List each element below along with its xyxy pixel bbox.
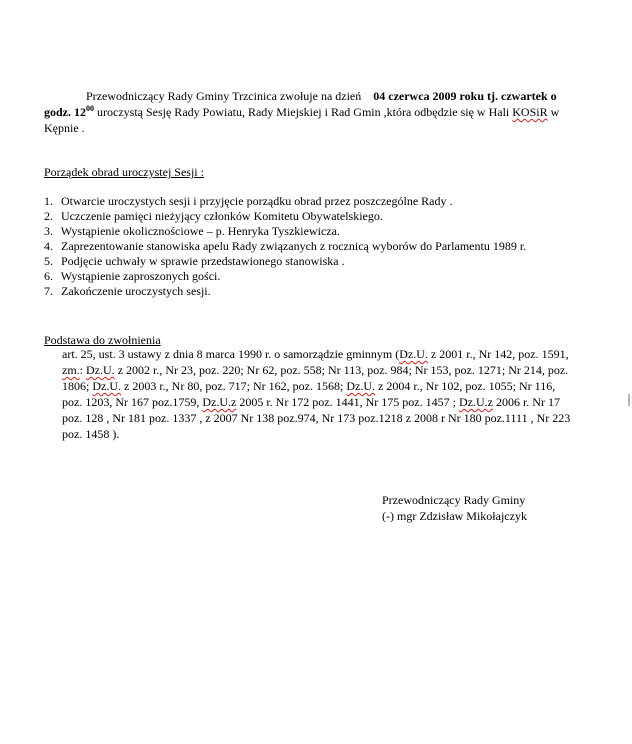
agenda-item: 3. Wystąpienie okolicznościowe – p. Henryka Tyszkiewicza.	[44, 224, 340, 238]
agenda-item: 5. Podjęcie uchwały w sprawie przedstawionego stanowiska .	[44, 254, 345, 268]
meeting-date: 04 czerwca 2009 roku tj.	[373, 89, 498, 103]
intro-text-a: uroczystą Sesję Rady Powiatu, Rady Miejskiej i Rad Gmin ,która odbędzie się w Hali	[94, 105, 513, 119]
page-edge-mark	[628, 394, 630, 406]
dzu-ref: Dz.U.	[92, 379, 122, 393]
agenda-item: 7. Zakończenie uroczystych sesji.	[44, 284, 211, 298]
intro-paragraph	[44, 88, 574, 136]
basis-heading: Podstawa do zwołnienia	[44, 333, 161, 347]
agenda-item: 1. Otwarcie uroczystych sesji i przyjęcie porządku obrad przez poszczególne Rady .	[44, 194, 453, 208]
kosir-word: KOSiR	[512, 105, 548, 119]
dzu-ref: Dz.U.	[399, 347, 428, 361]
dzuz-ref: Dz.U.z	[458, 395, 493, 409]
signature-block	[382, 492, 527, 524]
intro-text-b: w Kępnie .	[44, 105, 560, 135]
intro-lead: Przewodniczący Rady Gminy Trzcinica zwołuje na dzień	[86, 89, 362, 103]
agenda-heading: Porządek obrad uroczystej Sesji :	[44, 165, 204, 179]
signature-title: Przewodniczący Rady Gminy	[382, 493, 526, 507]
agenda-list	[44, 194, 526, 299]
dzu-ref: Dz.U.	[86, 363, 115, 377]
meeting-hour-sup: 00	[86, 104, 94, 113]
basis-paragraph: art. 25, ust. 3 ustawy z dnia 8 marca 1990 r. o samorządzie gminnym (Dz.U. z 2001 r., Nr 142, poz. 1591, zm.: Dz.U. z 2002 r., Nr 23, poz. 220; Nr 62, poz. 558; Nr 113, poz. 984; Nr 153, poz. 1271; Nr 214, poz. 1806; Dz.U. z 2003 r., Nr 80, poz. 717; Nr 162, poz. 1568; Dz.U. z 2004 r., Nr 102, poz. 1055; Nr 116, poz. 1203, Nr 167 poz.1759, Dz.U.z 2005 r. Nr 172 poz. 1441, Nr 175 poz. 1457 ; Dz.U.z 2006 r. Nr 17 poz. 128 , Nr 181 poz. 1337 , z 2007 Nr 138 poz.974, Nr 173 poz.1218 z 2008 r Nr 180 poz.1111 , Nr 223 poz. 1458 ).	[62, 347, 571, 441]
agenda-item: 2. Uczczenie pamięci nieżyjący członków Komitetu Obywatelskiego.	[44, 209, 383, 223]
signature-name: (-) mgr Zdzisław Mikołajczyk	[382, 509, 527, 523]
agenda-item: 6. Wystąpienie zaproszonych gości.	[44, 269, 221, 283]
dzuz-ref: Dz.U.z	[202, 395, 237, 409]
dzu-ref: Dz.U.	[346, 379, 375, 393]
meeting-day-time: czwartek o godz. $12^{00}$	[44, 89, 557, 119]
zm-ref: zm.	[62, 363, 80, 377]
agenda-item: 4. Zaprezentowanie stanowiska apelu Rady związanych z rocznicą wyborów do Parlamentu 1989 r.	[44, 239, 527, 253]
